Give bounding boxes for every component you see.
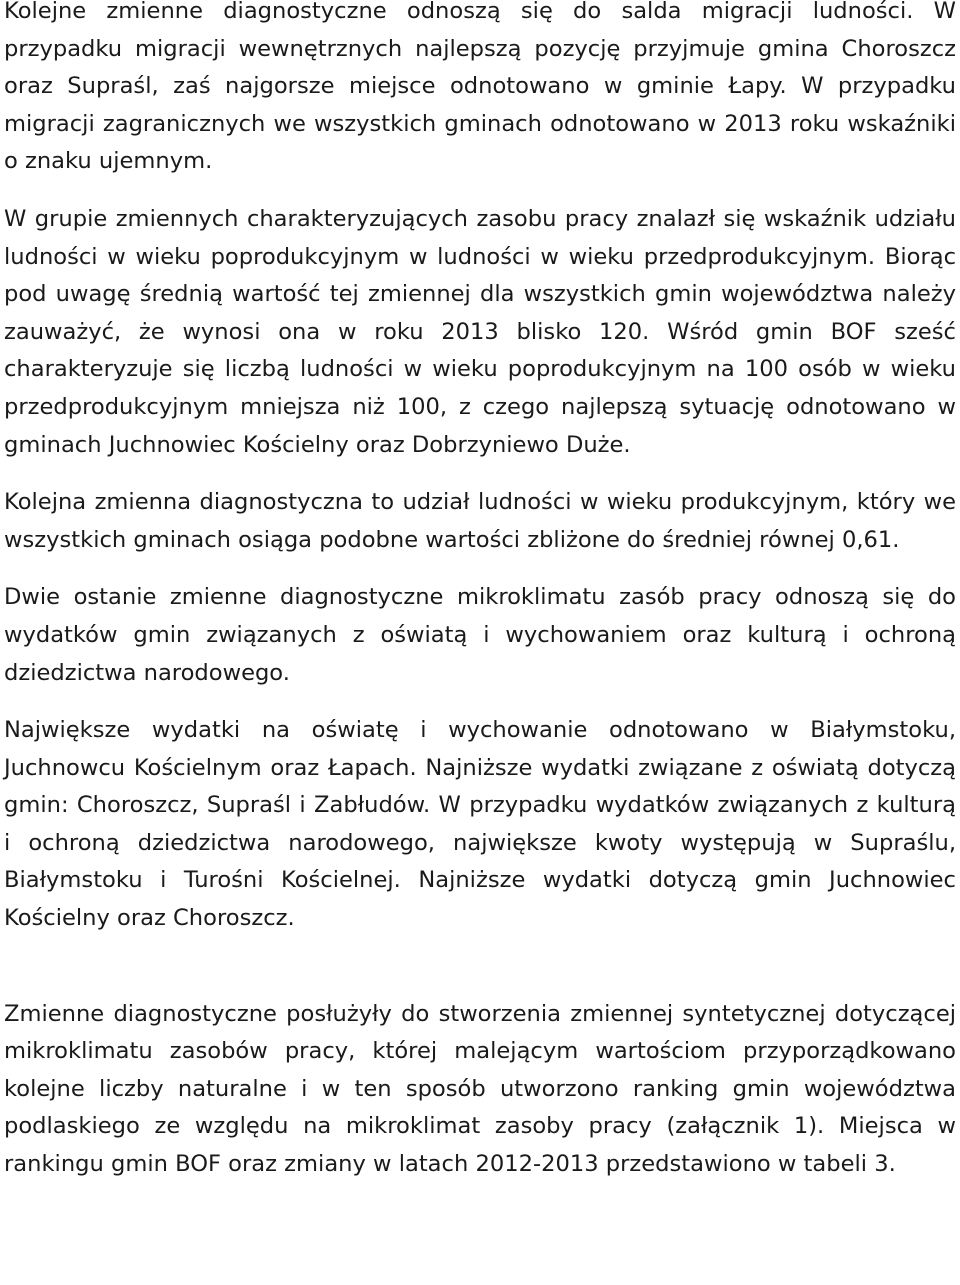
paragraph-spending-ranking: Największe wydatki na oświatę i wychowanie odnotowano w Białymstoku, Juchnowcu Kościelnym oraz Łapach. Najniższe wydatki związane z oświatą dotyczą gmin: Choroszcz, Supraśl i Zabłudów. W przypadku wydatków związanych z kulturą i ochroną dziedzictwa narodowego, największe kwoty występują w Supraślu, Białymstoku i Turośni Kościelnej. Najniższe wydatki dotyczą gmin Juchnowiec Kościelny oraz Choroszcz. [4, 717, 956, 932]
paragraph-synthetic-variable: Zmienne diagnostyczne posłużyły do stworzenia zmiennej syntetycznej dotyczącej mikroklimatu zasobów pracy, której malejącym wartościom przyporządkowano kolejne liczby naturalne i w ten sposób utworzono ranking gmin województwa podlaskiego ze względu na mikroklimat zasoby pracy (załącznik 1). Miejsca w rankingu gmin BOF oraz zmiany w latach 2012-2013 przedstawiono w tabeli 3. [4, 1000, 956, 1178]
paragraph-spacer [4, 559, 956, 579]
paragraph-spacer [4, 692, 956, 712]
paragraph-migration-balance: Kolejne zmienne diagnostyczne odnoszą się do salda migracji ludności. W przypadku migracji wewnętrznych najlepszą pozycję przyjmuje gmina Choroszcz oraz Supraśl, zaś najgorsze miejsce odnotowano w gminie Łapy. W przypadku migracji zagranicznych we wszystkich gminach odnotowano w 2013 roku wskaźniki o znaku ujemnym. [4, 0, 956, 175]
document-page [4, 0, 956, 1184]
paragraph-working-age-share: Kolejna zmienna diagnostyczna to udział ludności w wieku produkcyjnym, który we wszystkich gminach osiąga podobne wartości zbliżone do średniej równej 0,61. [4, 489, 956, 553]
paragraph-spacer [4, 181, 956, 201]
section-spacer [4, 938, 956, 996]
paragraph-post-working-age: W grupie zmiennych charakteryzujących zasobu pracy znalazł się wskaźnik udziału ludności w wieku poprodukcyjnym w ludności w wieku przedprodukcyjnym. Biorąc pod uwagę średnią wartość tej zmiennej dla wszystkich gmin województwa należy zauważyć, że wynosi ona w roku 2013 blisko 120. Wśród gmin BOF sześć charakteryzuje się liczbą ludności w wieku poprodukcyjnym na 100 osób w wieku przedprodukcyjnym mniejsza niż 100, z czego najlepszą sytuację odnotowano w gminach Juchnowiec Kościelny oraz Dobrzyniewo Duże. [4, 205, 956, 458]
paragraph-spacer [4, 464, 956, 484]
paragraph-education-culture-spending: Dwie ostanie zmienne diagnostyczne mikroklimatu zasób pracy odnoszą się do wydatków gmin związanych z oświatą i wychowaniem oraz kulturą i ochroną dziedzictwa narodowego. [4, 584, 956, 686]
